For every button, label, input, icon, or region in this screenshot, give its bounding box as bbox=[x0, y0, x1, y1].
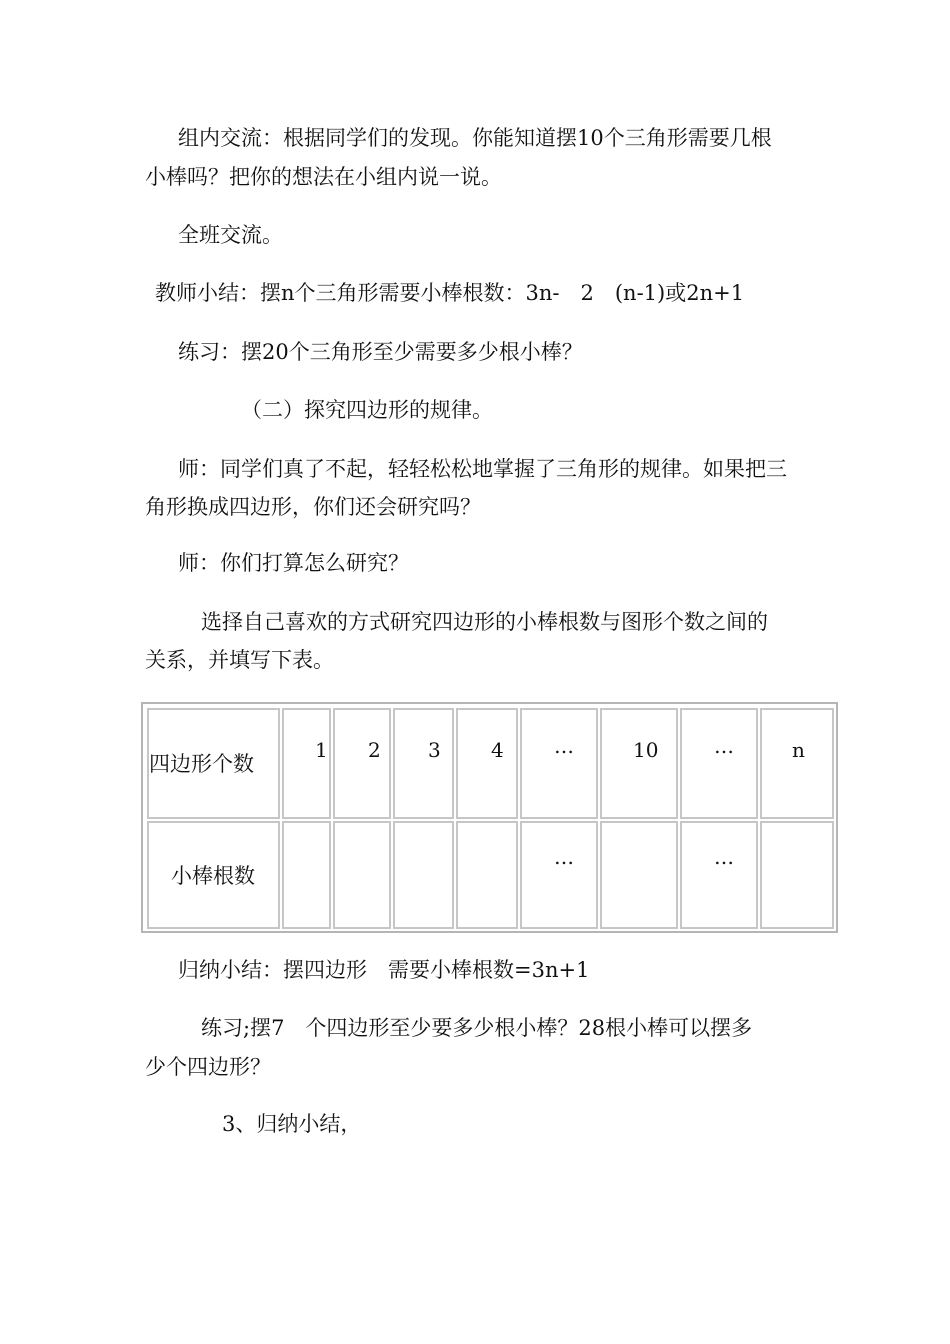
paragraph-exercise-quadrilateral-line1: 练习;摆7 个四边形至少要多少根小棒？28根小棒可以摆多 bbox=[201, 1016, 753, 1040]
quadrilateral-table bbox=[141, 702, 838, 933]
paragraph-class-discussion: 全班交流。 bbox=[178, 223, 283, 247]
table-cell-count-ellipsis-2: … bbox=[680, 708, 758, 819]
paragraph-instruction-line1: 选择自己喜欢的方式研究四边形的小棒根数与图形个数之间的 bbox=[201, 610, 768, 634]
table-cell-count-3: 3 bbox=[393, 708, 454, 819]
section-heading-quadrilateral: （二）探究四边形的规律。 bbox=[241, 398, 493, 422]
table-cell-count-n: n bbox=[760, 708, 834, 819]
section-heading-summary: 3、归纳小结， bbox=[222, 1112, 362, 1136]
table-cell-sticks-3 bbox=[393, 821, 454, 929]
paragraph-teacher-summary: 教师小结：摆n个三角形需要小棒根数：3n- 2 (n-1)或2n+1 bbox=[155, 281, 745, 305]
table-cell-count-1: 1 bbox=[282, 708, 331, 819]
table-cell-sticks-2 bbox=[333, 821, 391, 929]
paragraph-group-discussion-line1: 组内交流：根据同学们的发现。你能知道摆10个三角形需要几根 bbox=[178, 126, 772, 150]
paragraph-teacher-praise-line1: 师：同学们真了不起，轻轻松松地掌握了三角形的规律。如果把三 bbox=[178, 457, 787, 481]
paragraph-induction-summary: 归纳小结：摆四边形 需要小棒根数=3n+1 bbox=[178, 958, 590, 982]
table-cell-count-ellipsis-1: … bbox=[520, 708, 598, 819]
paragraph-teacher-praise-line2: 角形换成四边形，你们还会研究吗？ bbox=[145, 495, 481, 519]
table-cell-sticks-10 bbox=[600, 821, 678, 929]
table-cell-count-4: 4 bbox=[456, 708, 518, 819]
table-cell-sticks-n bbox=[760, 821, 834, 929]
table-cell-sticks-ellipsis-2: … bbox=[680, 821, 758, 929]
paragraph-exercise-quadrilateral-line2: 少个四边形？ bbox=[145, 1055, 271, 1079]
table-header-count: 四边形个数 bbox=[147, 708, 280, 819]
paragraph-instruction-line2: 关系，并填写下表。 bbox=[145, 648, 334, 672]
table-cell-count-10: 10 bbox=[600, 708, 678, 819]
table-cell-count-2: 2 bbox=[333, 708, 391, 819]
paragraph-teacher-question: 师：你们打算怎么研究？ bbox=[178, 551, 409, 575]
paragraph-group-discussion-line2: 小棒吗？把你的想法在小组内说一说。 bbox=[145, 165, 502, 189]
table-cell-sticks-4 bbox=[456, 821, 518, 929]
table-header-sticks: 小棒根数 bbox=[147, 821, 280, 929]
paragraph-exercise-triangles: 练习：摆20个三角形至少需要多少根小棒？ bbox=[178, 340, 583, 364]
table-cell-sticks-1 bbox=[282, 821, 331, 929]
table-cell-sticks-ellipsis-1: … bbox=[520, 821, 598, 929]
